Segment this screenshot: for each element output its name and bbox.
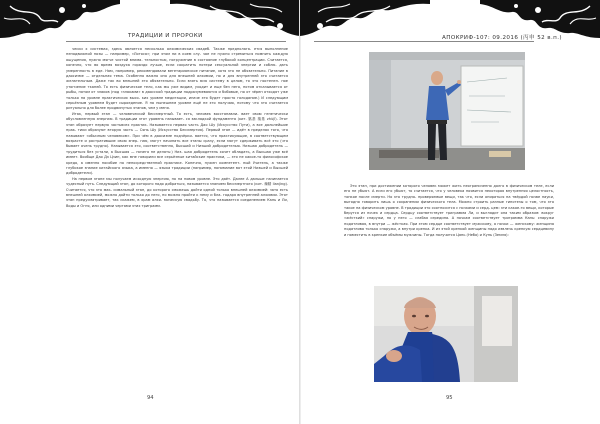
running-head: АПОКРИФ-107: 09.2016 (丙申 52 в.п.) — [442, 35, 562, 41]
header-rule — [66, 41, 286, 42]
left-body-text — [66, 47, 288, 209]
running-head: ТРАДИЦИИ И ПРОРОКИ — [128, 33, 203, 39]
corner-ornament-icon — [300, 0, 430, 40]
paragraph: На первом этапе мы получаем исходную энергию, но на новом уровне. Это даёт. Далее А дальше начинается чудесный путь. Следующий этап, до которого надо добраться, называется знанием бессмертного (кит. 煉精 lianjing). Считается, что это мак- симальный этап, до которого сможешь дойти одной только внешней алхимией: зато есть внешней алхимией, можно дойти только до него, но можно пройти к нему и бла- годаря внутренней алхимии. Этот этап предусматривает, так скажем, в храм алхи- мическую свадьбу. То, что называется соединением Кань и Ли, Воды и Огня, или одними чертами этих триграмм. — [66, 176, 288, 208]
paragraph: Это этап, при достижении которого человек может жить неограниченно долго в физическом теле, если его не убьют. А если его убьют, то считается, что у человека появится некоторая внутренняя целостность, тонкое после смерти. Но это трудно- проверяемые вещи, так что, если опираться на твёрдой почве науки, выгодно говорить лишь о сохранении физического тела. Можно строить разные гипотезы о том, что это такое на физическом уровне. В традиции это соотносится с почками и серд- цем: эти какое-то вещи, которые берутся из почек и сердца. Сердцу соответствует триграмма Ли, и выглядит она таким образом: вокруг «жёсткий» снаружи, но у него — слабая середина. А почкам соответствует триграмма Кань: снаружи податливая, в внутри — жёсткая. При этом сердце соответствует мужскому, а почки — женскому: женщина податлива только снаружи, а внутри крепка. И из этой крепкой женщины надо извлечь крепкую сердцевину и поместить в крепкие объёмы мужчины. Тогда получится Цянь (Небо) и Кунь (Земля): — [344, 184, 554, 237]
page-number: 95 — [446, 395, 453, 401]
page-number: 94 — [147, 395, 154, 401]
right-body-text — [344, 184, 554, 238]
corner-ornament-icon — [0, 0, 120, 40]
header-rule — [314, 41, 534, 42]
paragraph: Итак, первый этап — человеческий бессмертный. То есть, человек восстанавли- вает свою генетически обусловленную энергию. В традиции этот уровень называет- ся закладкой фундамента (кит. 築基 築基 zhùjī). Этот этап образует первую частьвсех практик. Называется первая часть Дао Шу (Искусство Пути), а все дальнейшие прак- тики образуют вторую часть — Сянь Шу (Искусство Бессмертия). Первый этап — идёт в пределах того, что называют «обычным человеком». При чём в даосизме подчёрки- вается, что практикующие, в соответствующем возрасте и растратившие свою энер- гию, могут начинать все этапы сразу, если могут сдерживать всё это (что бывает очень трудно). Называется это, соответственно, Высший и Низший добродетелью. Низшая добродетель — трудиться без устали, а Высшая — ничего не делать:) Низ- шая добродетель хочет обладать, а Высшая уже всё имеет. Вообще Дао Дэ Цзин, как мне говорили все серьёзные китайские практики, — это не какое-то философское кредо, а именно пособие по непосредственной практике. Конечно, нужен компетент- ный Учитель, а также глубокое знание китайского языка, а именно — языка традиции (например, понимание вот этой Низшей и Высшей добродетели). — [66, 111, 288, 176]
photo-man-portrait — [374, 286, 518, 382]
paragraph: чески х системах, здесь является несколько алхимических свадеб. Также предполага- ется выполнение неподвижной позы — например, «Лотоса»; при этом ни в коем слу- чае не нужно стремиться помнить каждую ощущения, нужно мягче чистой внима- тельностью, погружение в состояние глубокой концентрации. Считается, конечно, что во время воздуха гораздо лучше, если сократить потери сексуальной энергии и соблю- дать умеренность в еде. Нам, например, рекомендовали вегетарианское питание, хотя это не обязательно. Питание в даосизме — отдельная тема. Особенно важно оно для внешней алхимии, но и для внутренней это считается желательным. Даже так во внешней это обязательно. Если взять всю систему в целом, то это постепен- ное утончение тканей. То есть физическое тело, как мы уже видим, уходит и еще без него, потом отказывается от рыбы, потом от злаков (под «злаками» в даосской традиции подразумеваются и бобовые, но от зёрен отходят уже только на уровне практических высо- ких уровне медитации, иначе это будет просто голодание.) И следующим серьёзным уровнем будет сыроедение. Я на нынешнем уровне ещё не это получаю, потому что это считается ритуально для более продвинутых этапов, чем у меня. — [66, 47, 288, 111]
photo-man-at-whiteboard — [369, 52, 525, 170]
